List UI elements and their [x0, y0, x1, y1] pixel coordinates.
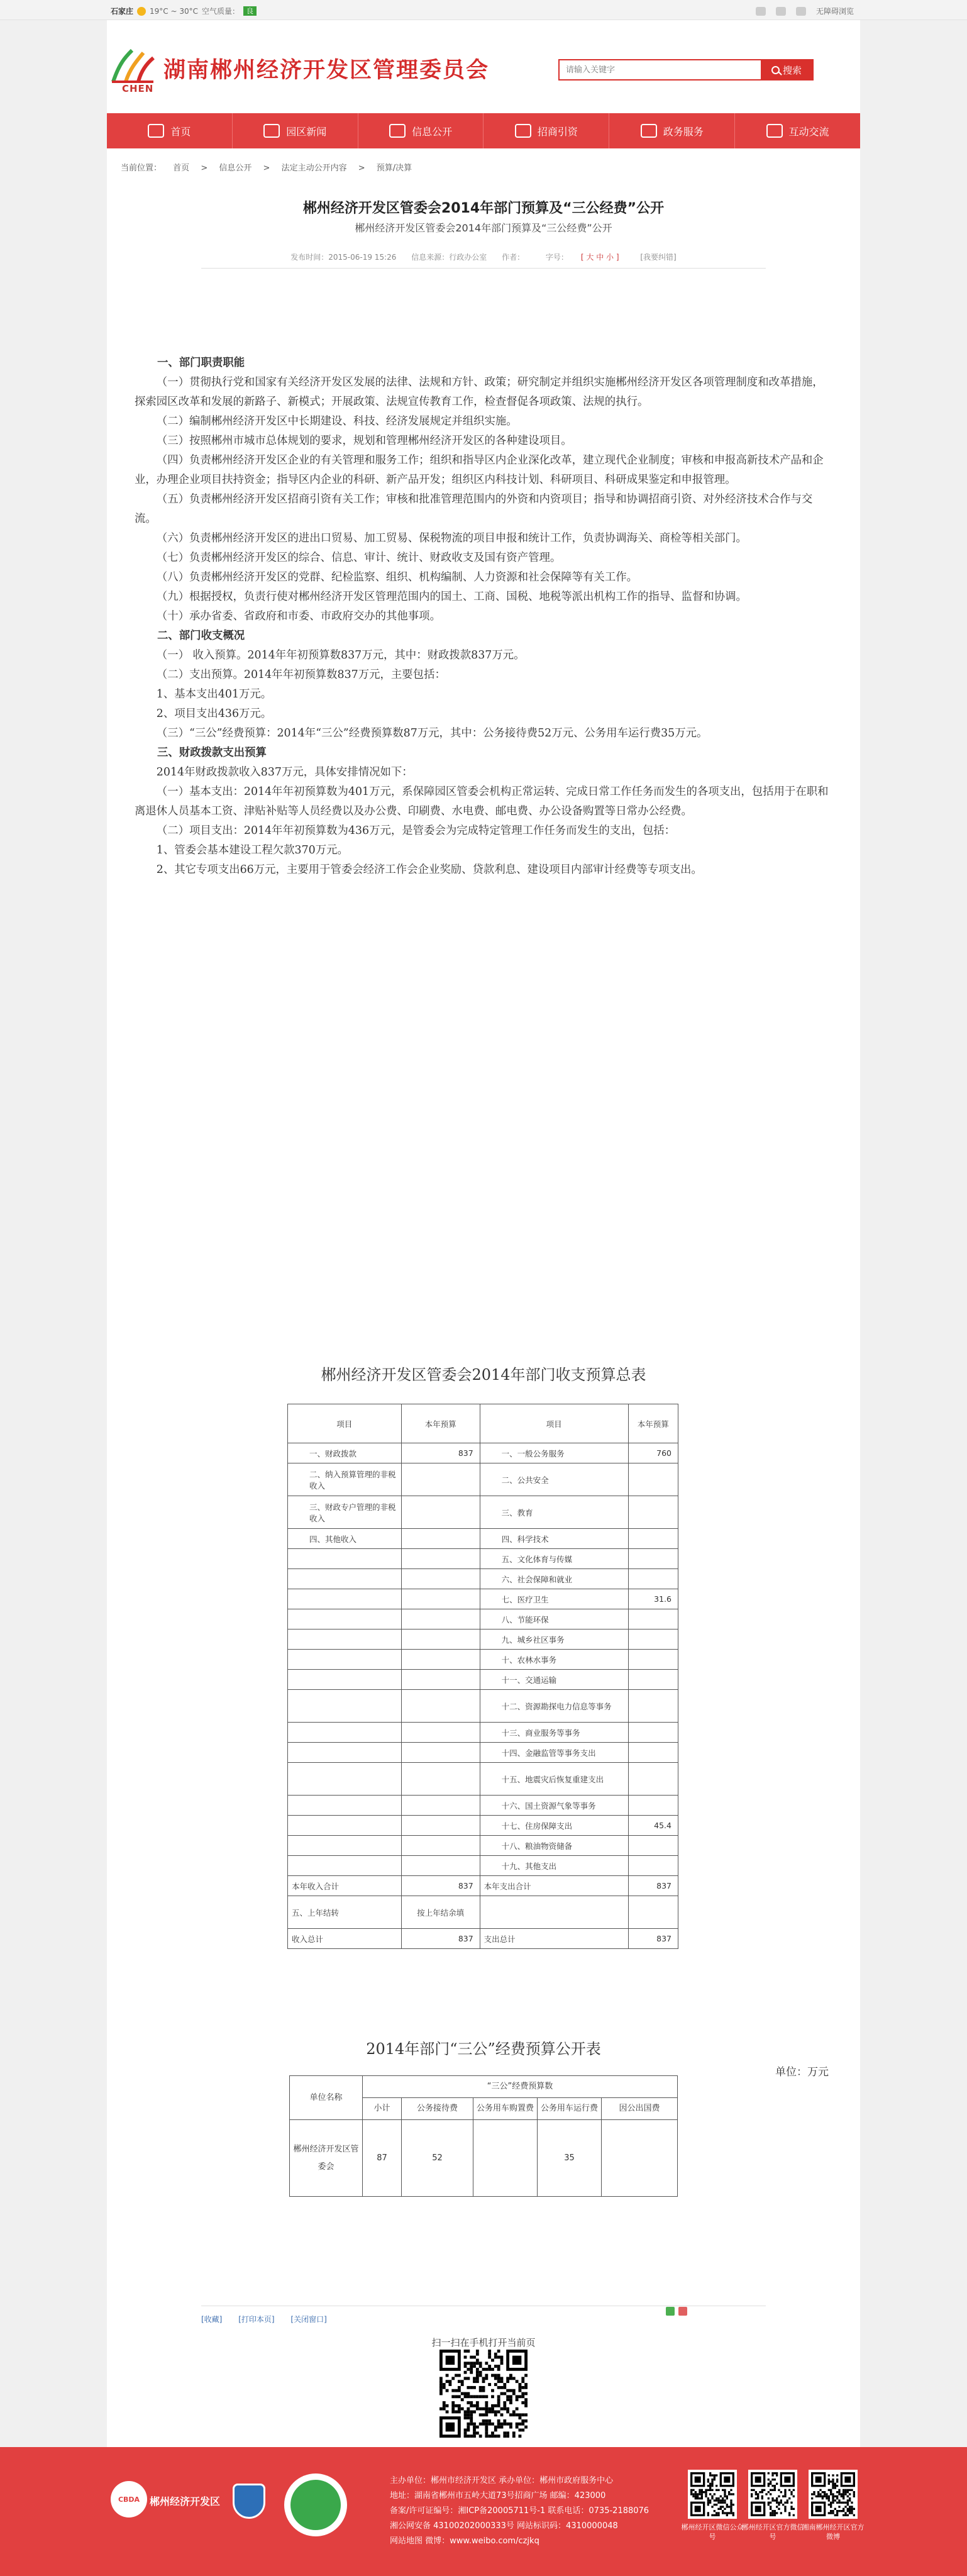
table-cell	[288, 1569, 402, 1589]
weibo-icon[interactable]	[776, 7, 786, 16]
table-cell	[401, 1650, 480, 1670]
paragraph: 2、项目支出436万元。	[156, 708, 272, 720]
table-row	[288, 1609, 678, 1629]
table-row	[288, 1876, 678, 1896]
table-cell	[628, 1629, 678, 1650]
footer-qr-label: 湘南郴州经开区官方微博	[802, 2523, 865, 2541]
nav-item-home[interactable]	[107, 113, 233, 148]
table-cell	[288, 1796, 402, 1816]
paragraph: （六）负责郴州经济开发区的进出口贸易、加工贸易、保税物流的项目申报和统计工作，负责协调海关、商检等相关部门。	[156, 532, 747, 545]
temperature: 19°C ~ 30°C	[150, 6, 198, 16]
table-row	[288, 1670, 678, 1690]
budget-table	[287, 1404, 678, 1949]
cbda-logo: CBDA	[111, 2481, 147, 2518]
table-cell	[480, 1896, 628, 1929]
people-icon	[641, 124, 657, 138]
table-cell: 十一、交通运输	[480, 1670, 628, 1690]
table-cell	[628, 1496, 678, 1529]
table-cell	[401, 1723, 480, 1743]
footer-info	[390, 2473, 649, 2549]
nav-label: 招商引资	[537, 125, 578, 138]
table-cell	[401, 1670, 480, 1690]
table-cell	[628, 1743, 678, 1763]
table-cell: 七、医疗卫生	[480, 1589, 628, 1609]
table-cell: 45.4	[628, 1816, 678, 1836]
document-icon	[389, 124, 406, 138]
table-cell	[401, 1796, 480, 1816]
paragraph: （四）负责郴州经济开发区企业的有关管理和服务工作；组织和指导区内企业深化改革，建立现代企业制度；审核和申报高新技术产品和企业，办理企业项目扶持资金；指导区内企业的科研、新产品开发；组织区内科技计划、科研项目、科研成果鉴定和申报管理。	[135, 454, 824, 486]
table-cell: 十六、国土资源气象等事务	[480, 1796, 628, 1816]
group-header: “三公”经费预算数	[363, 2076, 678, 2098]
share-buttons	[666, 2307, 687, 2316]
main-nav	[107, 113, 860, 148]
table-row	[288, 1629, 678, 1650]
nav-item-news[interactable]	[233, 113, 358, 148]
column-header: 本年预算	[628, 1404, 678, 1443]
nav-label: 信息公开	[412, 125, 453, 138]
table-cell	[401, 1589, 480, 1609]
table-cell: 837	[401, 1876, 480, 1896]
table-row	[288, 1816, 678, 1836]
table-cell	[628, 1463, 678, 1496]
city-label: 石家庄	[111, 7, 134, 16]
nav-label: 政务服务	[663, 125, 704, 138]
table-cell	[628, 1529, 678, 1549]
table-cell	[628, 1549, 678, 1569]
paragraph: （一） 收入预算。2014年年初预算数837万元，其中：财政拨款837万元。	[156, 649, 525, 662]
table-cell	[288, 1650, 402, 1670]
search-button[interactable]	[761, 60, 812, 79]
table-cell	[401, 1496, 480, 1529]
table-cell: 十八、粮油物资储备	[480, 1836, 628, 1856]
table-cell: 四、其他收入	[288, 1529, 402, 1549]
table-cell	[288, 1690, 402, 1723]
table-row	[288, 1743, 678, 1763]
paragraph: （九）根据授权，负责行使对郴州经济开发区管理范围内的国土、工商、国税、地税等派出机构工作的指导、监督和协调。	[156, 591, 747, 603]
breadcrumb-active[interactable]: 法定主动公开内容	[281, 164, 347, 173]
footer-qr-3	[809, 2470, 858, 2519]
footer-line: 湘公网安备 43100202000333号 网站标识码：4310000048	[390, 2521, 618, 2531]
home-icon	[148, 124, 164, 138]
table-cell: 三、教育	[480, 1496, 628, 1529]
sun-icon	[137, 7, 146, 16]
table-cell: 四、科学技术	[480, 1529, 628, 1549]
font-size-label: 字号：	[545, 253, 568, 262]
top-right-links	[756, 6, 854, 16]
article-subtitle: 郴州经济开发区管委会2014年部门预算及“三公经费”公开	[355, 222, 612, 234]
breadcrumb-sep: >	[358, 164, 365, 173]
column-header: 项目	[480, 1404, 628, 1443]
nav-item-interaction[interactable]	[735, 113, 860, 148]
aqi-label: 空气质量：	[202, 7, 240, 16]
table-cell: 本年支出合计	[480, 1876, 628, 1896]
table-row	[288, 1929, 678, 1949]
table-row	[288, 1763, 678, 1796]
paragraph: （二）项目支出：2014年年初预算数为436万元，是管委会为完成特定管理工作任务而发生的支出，包括：	[156, 824, 676, 837]
table-cell: 十七、住房保障支出	[480, 1816, 628, 1836]
table-row	[288, 1463, 678, 1496]
table-cell: 760	[628, 1443, 678, 1463]
table-cell: 九、城乡社区事务	[480, 1629, 628, 1650]
table-cell	[628, 1609, 678, 1629]
footer-line: 备案/许可证编号：湘ICP备20005711号-1 联系电话：0735-2188076	[390, 2506, 649, 2516]
publish-date: 发布时间：2015-06-19 15:26	[290, 253, 397, 262]
breadcrumb-budget[interactable]: 预算/决算	[376, 164, 412, 173]
home-small-icon[interactable]	[756, 7, 766, 16]
table-row	[288, 1443, 678, 1463]
nav-label: 互动交流	[788, 125, 829, 138]
table-cell	[628, 1763, 678, 1796]
table-cell	[628, 1723, 678, 1743]
table-row	[288, 1549, 678, 1569]
globe-icon	[263, 124, 280, 138]
table-cell: 十二、资源勘探电力信息等事务	[480, 1690, 628, 1723]
column-header: 项目	[288, 1404, 402, 1443]
table-cell: 十九、其他支出	[480, 1856, 628, 1876]
table-cell	[288, 1670, 402, 1690]
table-cell: 837	[628, 1876, 678, 1896]
col-header: 公务用车运行费	[538, 2098, 602, 2120]
font-size-switch[interactable]: [ 大 中 小 ]	[580, 253, 619, 262]
gov-seal-icon[interactable]	[284, 2473, 347, 2536]
paragraph: 2014年财政拨款收入837万元，具体安排情况如下：	[156, 766, 413, 779]
table-row	[288, 1723, 678, 1743]
site-footer	[0, 2447, 967, 2576]
nav-label: 首页	[170, 125, 191, 138]
table-cell	[401, 1816, 480, 1836]
table-cell	[401, 1856, 480, 1876]
table-row	[288, 1529, 678, 1549]
share-weibo-icon[interactable]	[678, 2307, 687, 2316]
author: 作者：	[502, 253, 525, 262]
table-row	[288, 1896, 678, 1929]
aqi-badge: 良	[243, 6, 257, 16]
table-cell	[288, 1816, 402, 1836]
chat-icon	[766, 124, 783, 138]
search-button-label: 搜索	[782, 64, 802, 76]
article-meta	[107, 252, 860, 262]
value-cell	[602, 2120, 678, 2197]
col-header: 公务接待费	[402, 2098, 473, 2120]
table-cell	[628, 1670, 678, 1690]
unit-name-header: 单位名称	[290, 2076, 363, 2120]
table-row	[288, 1836, 678, 1856]
share-wechat-icon[interactable]	[666, 2307, 675, 2316]
table-cell: 支出总计	[480, 1929, 628, 1949]
article-body	[135, 353, 832, 880]
table-row	[288, 1856, 678, 1876]
table-cell: 837	[401, 1443, 480, 1463]
column-header: 本年预算	[401, 1404, 480, 1443]
nav-label: 园区新闻	[286, 125, 327, 138]
breadcrumb-sep: >	[263, 164, 270, 173]
table-cell: 五、文化体育与传媒	[480, 1549, 628, 1569]
qr-code-icon	[439, 2350, 528, 2438]
table-cell	[401, 1690, 480, 1723]
table-cell	[288, 1723, 402, 1743]
paragraph: 1、管委会基本建设工程欠款370万元。	[156, 844, 348, 857]
breadcrumb-home[interactable]: 首页	[173, 164, 190, 173]
qr-code-icon	[811, 2472, 855, 2516]
table-cell: 31.6	[628, 1589, 678, 1609]
footer-qr-label: 郴州经开区官方微信号	[741, 2523, 804, 2541]
table-cell	[288, 1743, 402, 1763]
weather-widget	[111, 6, 257, 16]
scan-text: 扫一扫在手机打开当前页	[431, 2337, 536, 2348]
table-cell: 按上年结余填	[401, 1896, 480, 1929]
footer-org-name: 郴州经济开发区	[150, 2496, 221, 2507]
search-box	[558, 59, 814, 80]
table-cell	[401, 1549, 480, 1569]
section-heading: 三、财政拨款支出预算	[157, 747, 267, 759]
table-cell	[288, 1763, 402, 1796]
content-area	[107, 148, 860, 2447]
table-cell	[401, 1463, 480, 1496]
footer-qr-label: 郴州经开区微信公众号	[681, 2523, 744, 2541]
col-header: 因公出国费	[602, 2098, 678, 2120]
table-cell	[628, 1836, 678, 1856]
section-heading: 二、部门收支概况	[157, 630, 245, 642]
site-title: 湖南郴州经济开发区管理委员会	[163, 58, 490, 83]
unit-name-cell: 郴州经济开发区管委会	[290, 2120, 363, 2197]
bookmark-link[interactable]: [收藏]	[201, 2315, 223, 2324]
table-cell	[288, 1629, 402, 1650]
table-cell: 本年收入合计	[288, 1876, 402, 1896]
nav-item-investment[interactable]	[484, 113, 609, 148]
table-cell: 二、纳入预算管理的非税收入	[288, 1463, 402, 1496]
site-header	[107, 20, 860, 113]
table-cell	[401, 1743, 480, 1763]
table-cell	[288, 1549, 402, 1569]
table-cell	[628, 1650, 678, 1670]
paragraph: （二）支出预算。2014年年初预算数837万元，主要包括：	[156, 669, 446, 681]
paragraph: （一）贯彻执行党和国家有关经济开发区发展的法律、法规和方针、政策；研究制定并组织实施郴州经济开发区各项管理制度和改革措施，探索园区改革和发展的新路子、新模式；开展政策、法规宣传教育工作，检查督促各项政策、法规的执行。	[135, 376, 824, 408]
table-cell	[288, 1856, 402, 1876]
footer-line: 地址：湖南省郴州市五岭大道73号招商广场 邮编：423000	[390, 2491, 606, 2501]
table-cell	[401, 1836, 480, 1856]
paragraph: （十）承办省委、省政府和市委、市政府交办的其他事项。	[156, 610, 441, 623]
table-cell	[401, 1763, 480, 1796]
table-cell: 837	[401, 1929, 480, 1949]
paragraph: （三）“三公”经费预算：2014年“三公”经费预算数87万元，其中：公务接待费52万元、公务用车运行费35万元。	[156, 727, 708, 740]
table-cell	[288, 1609, 402, 1629]
qr-code-icon	[751, 2472, 795, 2516]
breadcrumb-info[interactable]: 信息公开	[219, 164, 252, 173]
layers-icon	[515, 124, 531, 138]
col-header: 小计	[363, 2098, 402, 2120]
table-cell: 十五、地震灾后恢复重建支出	[480, 1763, 628, 1796]
table-cell: 十、农林水事务	[480, 1650, 628, 1670]
value-cell	[473, 2120, 538, 2197]
breadcrumb-sep: >	[201, 164, 208, 173]
value-cell: 35	[538, 2120, 602, 2197]
search-input[interactable]	[560, 60, 736, 79]
footer-line[interactable]: 网站地图 微博：www.weibo.com/czjkq	[390, 2536, 539, 2546]
print-link[interactable]: [打印本页]	[238, 2315, 275, 2324]
table-cell	[288, 1589, 402, 1609]
unit-label: 单位：万元	[775, 2066, 829, 2079]
table-cell: 十三、商业服务等事务	[480, 1723, 628, 1743]
sangong-table	[289, 2075, 678, 2197]
table-cell	[401, 1609, 480, 1629]
paragraph: （一）基本支出：2014年年初预算数为401万元，系保障园区管委会机构正常运转、完成日常工作任务而发生的各项支出，包括用于在职和离退休人员基本工资、津贴补贴等人员经费以及办公费、印刷费、水电费、邮电费、办公设备购置等日常办公经费。	[135, 786, 829, 818]
table-cell: 一、财政拨款	[288, 1443, 402, 1463]
table-cell: 十四、金融监管等事务支出	[480, 1743, 628, 1763]
table-cell: 一、一般公务服务	[480, 1443, 628, 1463]
article-title: 郴州经济开发区管委会2014年部门预算及“三公经费”公开	[302, 201, 665, 216]
table-row	[288, 1569, 678, 1589]
paragraph: 1、基本支出401万元。	[156, 688, 272, 701]
accessible-link[interactable]: 无障碍浏览	[815, 7, 854, 16]
paragraph: （八）负责郴州经济开发区的党群、纪检监察、组织、机构编制、人力资源和社会保障等有关工作。	[156, 571, 638, 584]
breadcrumb-label: 当前位置：	[121, 164, 162, 173]
value-cell: 87	[363, 2120, 402, 2197]
table-cell	[628, 1690, 678, 1723]
footer-qr-1	[688, 2470, 737, 2519]
table-cell	[401, 1629, 480, 1650]
paragraph: （七）负责郴州经济开发区的综合、信息、审计、统计、财政收支及国有资产管理。	[156, 552, 561, 564]
table-row	[288, 1589, 678, 1609]
table-cell: 六、社会保障和就业	[480, 1569, 628, 1589]
paragraph: （三）按照郴州市城市总体规划的要求，规划和管理郴州经济开发区的各种建设项目。	[156, 435, 572, 447]
table-row	[288, 1796, 678, 1816]
table-row	[288, 1496, 678, 1529]
nav-item-services[interactable]	[609, 113, 735, 148]
table-cell	[401, 1569, 480, 1589]
table-cell: 三、财政专户管理的非税收入	[288, 1496, 402, 1529]
col-header: 公务用车购置费	[473, 2098, 538, 2120]
table-cell	[628, 1896, 678, 1929]
table-cell: 五、上年结转	[288, 1896, 402, 1929]
nav-item-info[interactable]	[358, 113, 484, 148]
wechat-icon[interactable]	[796, 7, 806, 16]
table-cell	[628, 1856, 678, 1876]
table-cell	[401, 1529, 480, 1549]
paragraph: 2、其它专项支出66万元，主要用于管委会经济工作会企业奖励、贷款利息、建设项目内部审计经费等专项支出。	[156, 863, 702, 876]
logo-text: CHEN	[122, 83, 154, 94]
report-error-link[interactable]: [我要纠错]	[640, 253, 677, 262]
table-cell	[628, 1569, 678, 1589]
table-cell: 收入总计	[288, 1929, 402, 1949]
table-cell: 837	[628, 1929, 678, 1949]
police-badge-icon[interactable]	[233, 2484, 265, 2519]
close-window-link[interactable]: [关闭窗口]	[290, 2315, 327, 2324]
footer-qr-2	[748, 2470, 797, 2519]
value-cell: 52	[402, 2120, 473, 2197]
table-cell: 二、公共安全	[480, 1463, 628, 1496]
table-row	[288, 1690, 678, 1723]
table-cell	[288, 1836, 402, 1856]
paragraph: （二）编制郴州经济开发区中长期建设、科技、经济发展规定并组织实施。	[156, 415, 517, 428]
info-source: 信息来源：行政办公室	[411, 253, 487, 262]
search-icon	[771, 66, 780, 74]
table-cell: 八、节能环保	[480, 1609, 628, 1629]
sangong-table-title: 2014年部门“三公”经费预算公开表	[366, 2040, 601, 2058]
divider	[201, 268, 766, 269]
section-heading: 一、部门职责职能	[157, 357, 245, 369]
breadcrumb	[121, 161, 421, 173]
footer-line: 主办单位：郴州市经济开发区 承办单位：郴州市政府服务中心	[390, 2476, 614, 2485]
paragraph: （五）负责郴州经济开发区招商引资有关工作；审核和批准管理范围内的外资和内资项目；指导和协调招商引资、对外经济技术合作与交流。	[135, 493, 813, 525]
table-row	[288, 1650, 678, 1670]
qr-code-icon	[690, 2472, 734, 2516]
budget-table-title: 郴州经济开发区管委会2014年部门收支预算总表	[321, 1366, 646, 1384]
table-cell	[628, 1796, 678, 1816]
top-bar	[0, 0, 967, 20]
